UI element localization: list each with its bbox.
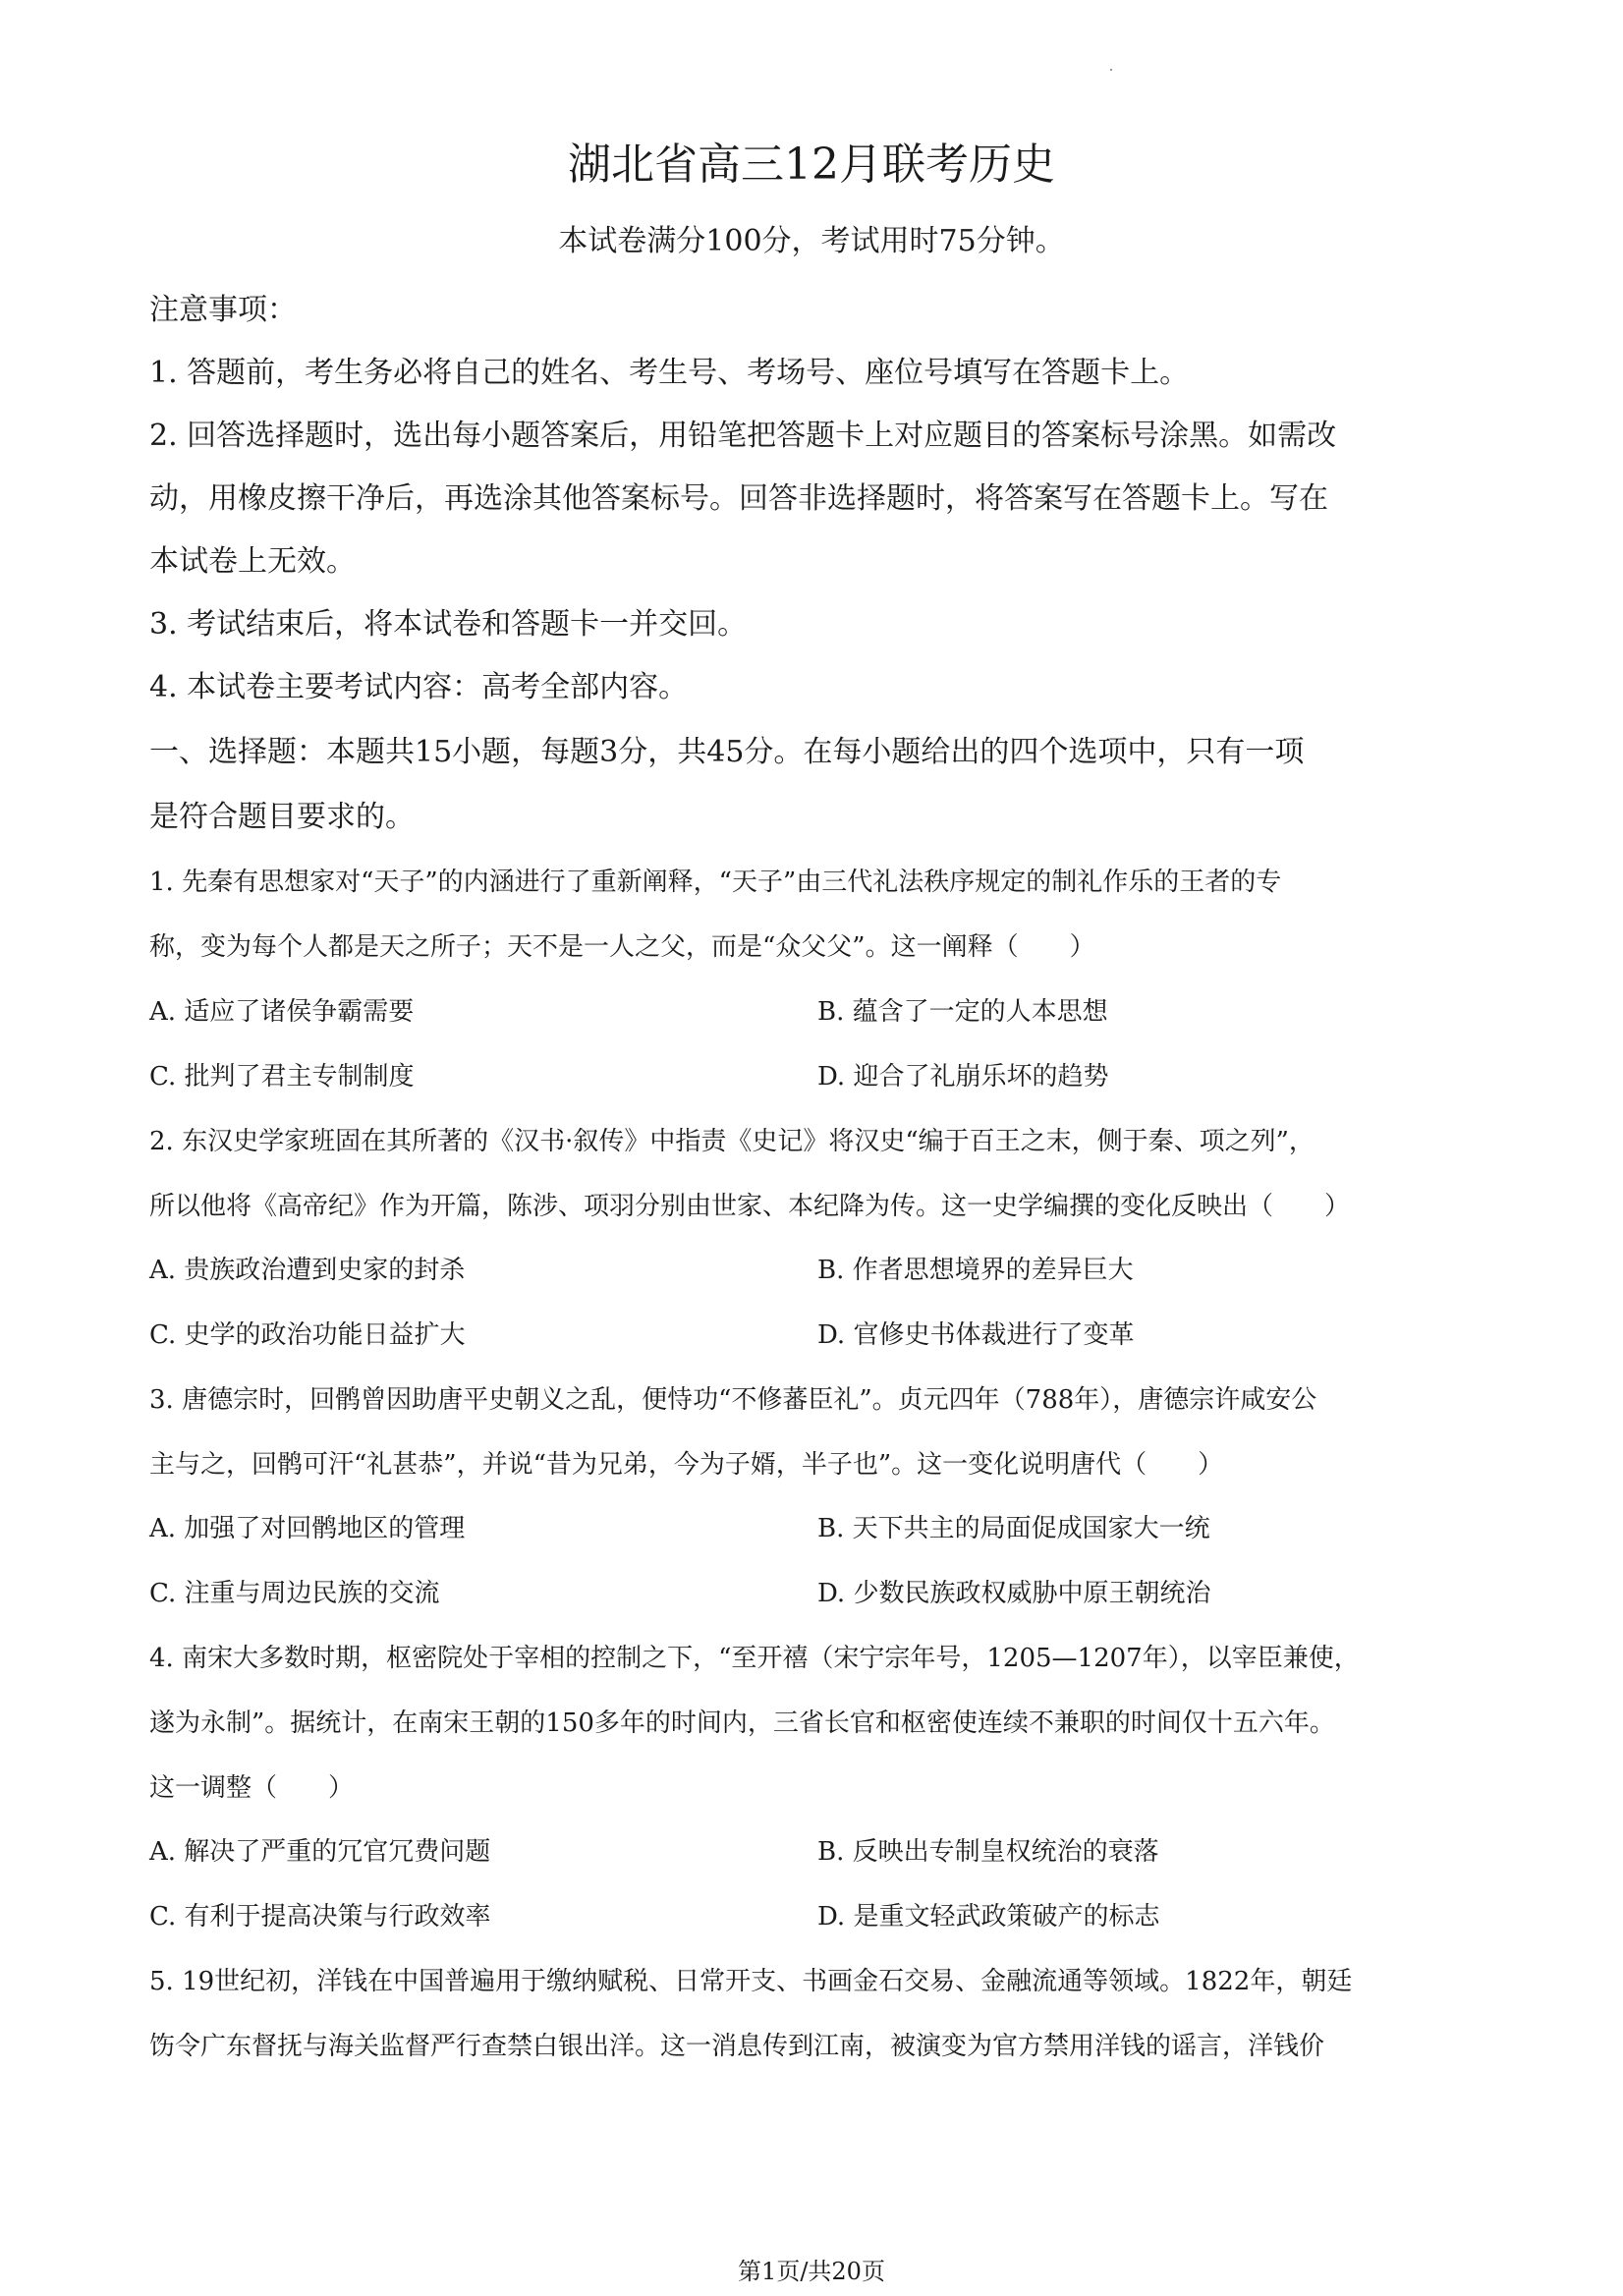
notice-line: 4. 本试卷主要考试内容：高考全部内容。: [149, 670, 689, 704]
page-title: 湖北省高三12月联考历史: [568, 140, 1055, 190]
question-stem-line: 称，变为每个人都是天之所子；天不是一人之父，而是“众父父”。这一阐释（ ）: [149, 932, 1095, 962]
option-d: D. 官修史书体裁进行了变革: [817, 1320, 1135, 1350]
question-stem-line: 3. 唐德宗时，回鹘曾因助唐平史朝义之乱，便恃功“不修蕃臣礼”。贞元四年（788年），唐德宗许咸安公: [149, 1385, 1317, 1415]
page-number: 第1页/共20页: [738, 2258, 885, 2285]
question-stem-line: 饬令广东督抚与海关监督严行查禁白银出洋。这一消息传到江南，被演变为官方禁用洋钱的谣言，洋钱价: [149, 2032, 1325, 2061]
question-stem-line: 1. 先秦有思想家对“天子”的内涵进行了重新阐释，“天子”由三代礼法秩序规定的制礼作乐的王者的专: [149, 868, 1282, 897]
scan-speck: [1110, 69, 1112, 71]
option-c: C. 史学的政治功能日益扩大: [149, 1320, 466, 1350]
option-a: A. 适应了诸侯争霸需要: [149, 997, 415, 1027]
question-stem-line: 2. 东汉史学家班固在其所著的《汉书·叙传》中指责《史记》将汉史“编于百王之末，侧于秦、项之列”，: [149, 1127, 1315, 1156]
notice-line: 本试卷上无效。: [149, 544, 356, 579]
option-b: B. 蕴含了一定的人本思想: [817, 997, 1108, 1027]
option-a: A. 解决了严重的冗官冗费问题: [149, 1837, 491, 1867]
section-heading: 是符合题目要求的。: [149, 800, 415, 834]
section-heading: 一、选择题：本题共15小题，每题3分，共45分。在每小题给出的四个选项中，只有一项: [149, 735, 1305, 769]
option-d: D. 是重文轻武政策破产的标志: [817, 1902, 1160, 1932]
exam-subtitle: 本试卷满分100分，考试用时75分钟。: [558, 224, 1065, 258]
question-stem-line: 这一调整（ ）: [149, 1773, 355, 1803]
option-c: C. 有利于提高决策与行政效率: [149, 1902, 491, 1932]
question-stem-line: 主与之，回鹘可汗“礼甚恭”，并说“昔为兄弟，今为子婿，半子也”。这一变化说明唐代（ ）: [149, 1450, 1224, 1480]
option-b: B. 天下共主的局面促成国家大一统: [817, 1514, 1210, 1543]
option-c: C. 注重与周边民族的交流: [149, 1579, 440, 1608]
notice-line: 1. 答题前，考生务必将自己的姓名、考生号、考场号、座位号填写在答题卡上。: [149, 356, 1190, 390]
option-a: A. 加强了对回鹘地区的管理: [149, 1514, 466, 1543]
question-stem-line: 遂为永制”。据统计，在南宋王朝的150多年的时间内，三省长官和枢密使连续不兼职的时间仅十五六年。: [149, 1708, 1335, 1738]
question-stem-line: 4. 南宋大多数时期，枢密院处于宰相的控制之下，“至开禧（宋宁宗年号，1205—1207年），以宰臣兼使，: [149, 1644, 1360, 1673]
option-d: D. 少数民族政权威胁中原王朝统治: [817, 1579, 1211, 1608]
notice-heading: 注意事项：: [149, 293, 297, 327]
option-d: D. 迎合了礼崩乐坏的趋势: [817, 1062, 1109, 1092]
question-stem-line: 5. 19世纪初，洋钱在中国普遍用于缴纳赋税、日常开支、书画金石交易、金融流通等领域。1822年，朝廷: [149, 1967, 1353, 1996]
notice-line: 3. 考试结束后，将本试卷和答题卡一并交回。: [149, 607, 748, 642]
option-b: B. 反映出专制皇权统治的衰落: [817, 1837, 1159, 1867]
option-b: B. 作者思想境界的差异巨大: [817, 1256, 1134, 1285]
option-c: C. 批判了君主专制制度: [149, 1062, 415, 1092]
question-stem-line: 所以他将《高帝纪》作为开篇，陈涉、项羽分别由世家、本纪降为传。这一史学编撰的变化反映出（ ）: [149, 1192, 1351, 1221]
option-a: A. 贵族政治遭到史家的封杀: [149, 1256, 466, 1285]
notice-line: 2. 回答选择题时，选出每小题答案后，用铅笔把答题卡上对应题目的答案标号涂黑。如需改: [149, 419, 1337, 453]
notice-line: 动，用橡皮擦干净后，再选涂其他答案标号。回答非选择题时，将答案写在答题卡上。写在: [149, 481, 1328, 516]
